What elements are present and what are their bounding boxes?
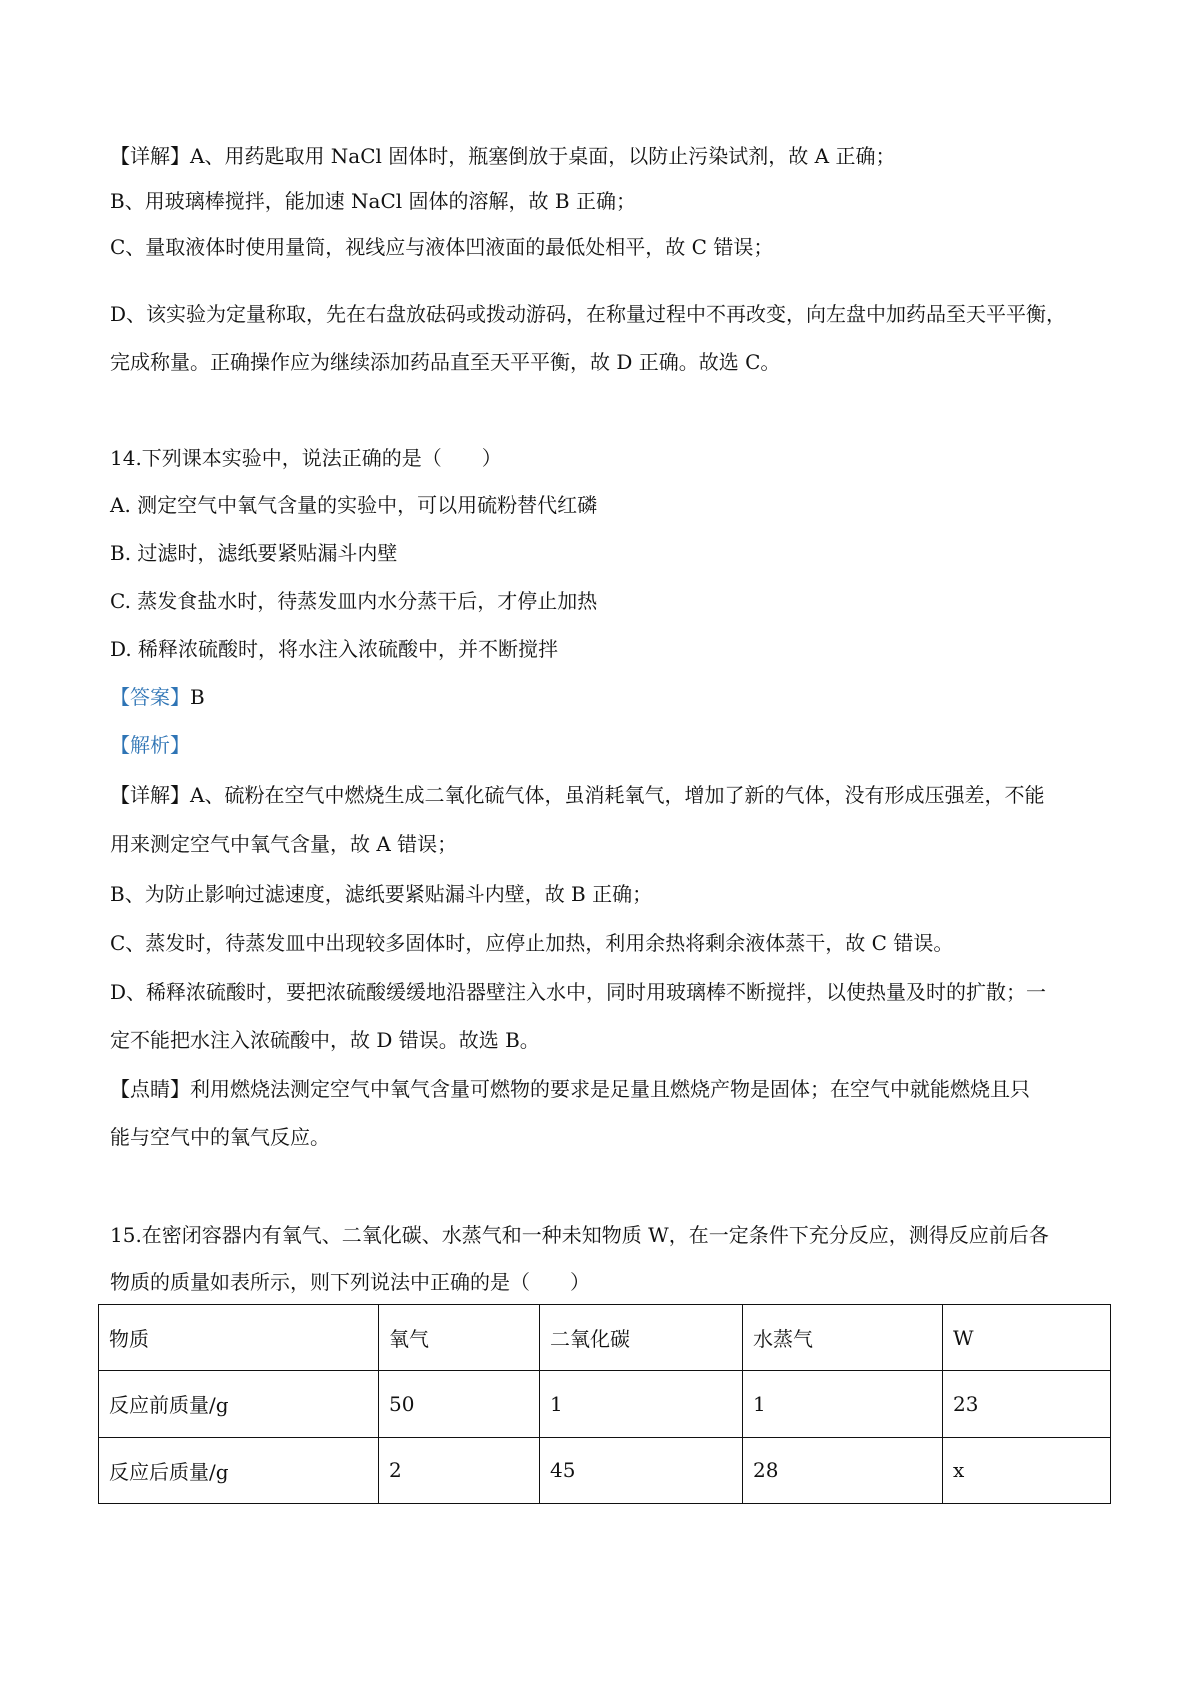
table-header-row — [99, 1305, 1111, 1371]
q14-answer — [110, 682, 1100, 712]
q14-tip-line-1: 【点睛】利用燃烧法测定空气中氧气含量可燃物的要求是足量且燃烧产物是固体；在空气中就能燃烧且只 — [110, 1077, 1030, 1101]
q14-tip-line-2: 能与空气中的氧气反应。 — [110, 1125, 330, 1149]
table-cell: 50 — [379, 1371, 540, 1437]
table-cell: 物质 — [99, 1305, 379, 1371]
table-cell: 2 — [379, 1437, 540, 1503]
detail-13-line-4: D、该实验为定量称取，先在右盘放砝码或拨动游码，在称量过程中不再改变，向左盘中加药品至天平平衡， — [110, 302, 1067, 326]
detail-13-line-1: 【详解】A、用药匙取用 NaCl 固体时，瓶塞倒放于桌面，以防止污染试剂，故 A 正确； — [110, 144, 896, 168]
q14-detail-line-3: B、为防止影响过滤速度，滤纸要紧贴漏斗内壁，故 B 正确； — [110, 882, 653, 906]
mass-table — [98, 1304, 1111, 1504]
q14-detail-line-4: C、蒸发时，待蒸发皿中出现较多固体时，应停止加热，利用余热将剩余液体蒸干，故 C 错误。 — [110, 931, 954, 955]
table-cell: 反应后质量/g — [99, 1437, 379, 1503]
table-cell: 45 — [540, 1437, 743, 1503]
table-cell: 氧气 — [379, 1305, 540, 1371]
table-cell: x — [943, 1437, 1111, 1503]
q14-detail-line-1: 【详解】A、硫粉在空气中燃烧生成二氧化硫气体，虽消耗氧气，增加了新的气体，没有形成压强差，不能 — [110, 783, 1045, 807]
table-cell: 1 — [743, 1371, 943, 1437]
q14-option-d: D. 稀释浓硫酸时，将水注入浓硫酸中，并不断搅拌 — [110, 637, 559, 661]
q14-analysis-tag — [110, 730, 1100, 760]
answer-value: B — [190, 685, 205, 709]
q14-option-a: A. 测定空气中氧气含量的实验中，可以用硫粉替代红磷 — [110, 493, 598, 517]
analysis-tag: 【解析】 — [110, 733, 190, 757]
table-row — [99, 1371, 1111, 1437]
q14-detail-line-5: D、稀释浓硫酸时，要把浓硫酸缓缓地沿器壁注入水中，同时用玻璃棒不断搅拌，以使热量及时的扩散；一 — [110, 980, 1047, 1004]
table-cell: 1 — [540, 1371, 743, 1437]
table-cell: 28 — [743, 1437, 943, 1503]
q14-detail-line-2: 用来测定空气中氧气含量，故 A 错误； — [110, 832, 458, 856]
table-cell: 水蒸气 — [743, 1305, 943, 1371]
detail-13-line-2: B、用玻璃棒搅拌，能加速 NaCl 固体的溶解，故 B 正确； — [110, 189, 636, 213]
table-cell: W — [943, 1305, 1111, 1371]
q15-stem-line-1: 15.在密闭容器内有氧气、二氧化碳、水蒸气和一种未知物质 W，在一定条件下充分反应，测得反应前后各 — [110, 1223, 1049, 1247]
q14-option-b: B. 过滤时，滤纸要紧贴漏斗内壁 — [110, 541, 398, 565]
q14-option-c: C. 蒸发食盐水时，待蒸发皿内水分蒸干后，才停止加热 — [110, 589, 598, 613]
detail-13-line-3: C、量取液体时使用量筒，视线应与液体凹液面的最低处相平，故 C 错误； — [110, 235, 774, 259]
table-row — [99, 1437, 1111, 1503]
answer-tag: 【答案】 — [110, 685, 190, 709]
q15-stem-line-2: 物质的质量如表所示，则下列说法中正确的是（ ） — [110, 1270, 590, 1294]
detail-13-line-5: 完成称量。正确操作应为继续添加药品直至天平平衡，故 D 正确。故选 C。 — [110, 350, 781, 374]
table-cell: 23 — [943, 1371, 1111, 1437]
q14-detail-line-6: 定不能把水注入浓硫酸中，故 D 错误。故选 B。 — [110, 1028, 540, 1052]
q14-stem: 14.下列课本实验中，说法正确的是（ ） — [110, 446, 502, 470]
table-cell: 反应前质量/g — [99, 1371, 379, 1437]
table-cell: 二氧化碳 — [540, 1305, 743, 1371]
